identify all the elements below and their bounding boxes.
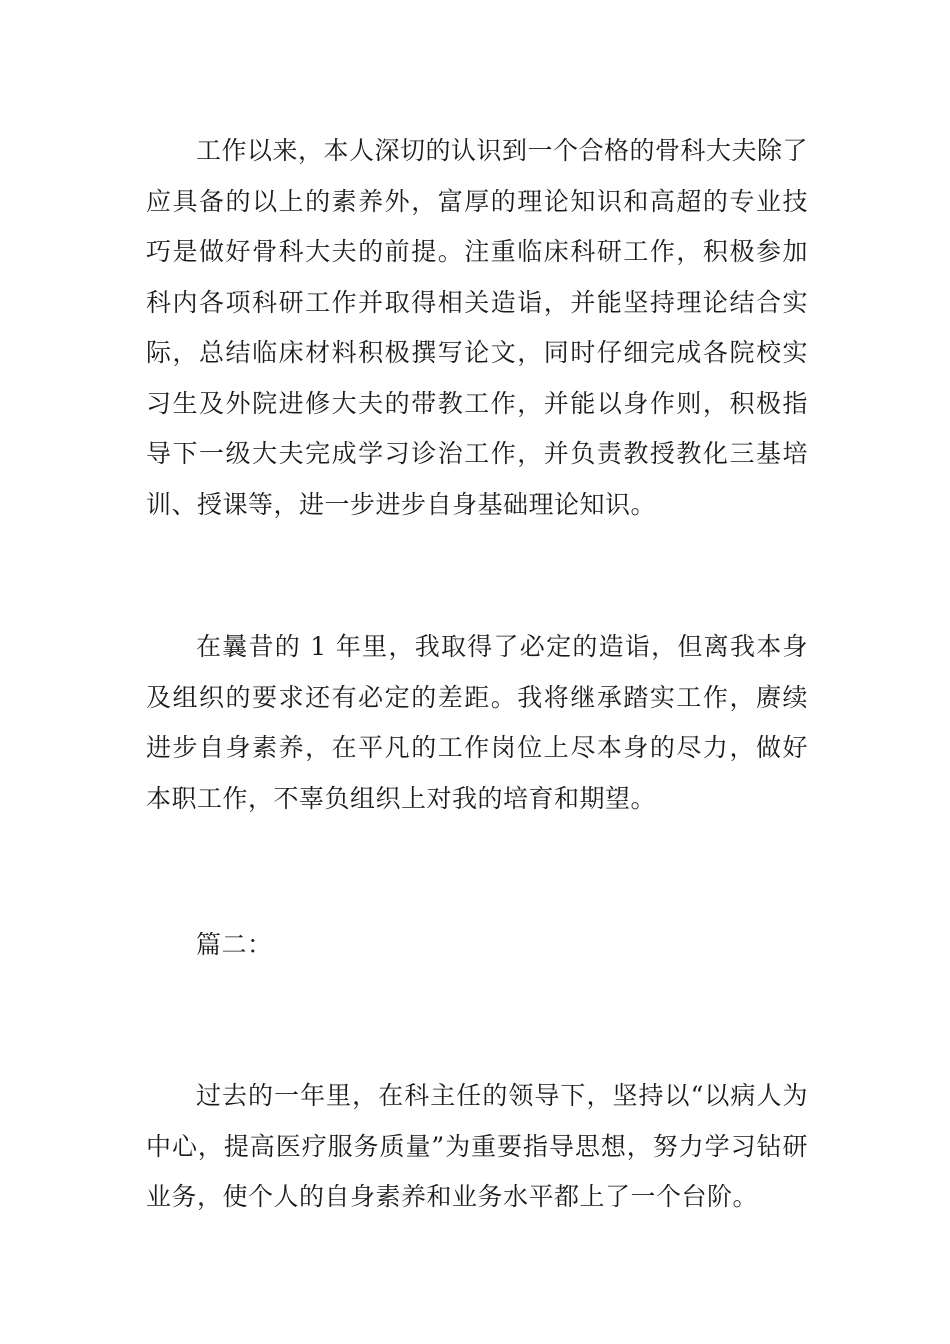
paragraph-work-since: 工作以来，本人深切的认识到一个合格的骨科大夫除了应具备的以上的素养外，富厚的理论知识和高超的专业技巧是做好骨科大夫的前提。注重临床科研工作，积极参加科内各项科研工作并取得相关造诣，并能坚持理论结合实际，总结临床材料积极撰写论文，同时仔细完成各院校实习生及外院进修大夫的带教工作，并能以身作则，积极指导下一级大夫完成学习诊治工作，并负责教授教化三基培训、授课等，进一步进步自身基础理论知识。 <box>146 136 809 519</box>
section-heading: 篇二： <box>196 930 273 959</box>
paragraph-past-year: 在曩昔的 1 年里，我取得了必定的造诣，但离我本身及组织的要求还有必定的差距。我将继承踏实工作，赓续进步自身素养，在平凡的工作岗位上尽本身的尽力，做好本职工作，不辜负组织上对我的培育和期望。 <box>146 632 808 813</box>
paragraph-last-year: 过去的一年里，在科主任的领导下，坚持以“以病人为中心，提高医疗服务质量”为重要指导思想，努力学习钻研业务，使个人的自身素养和业务水平都上了一个台阶。 <box>146 1081 808 1211</box>
